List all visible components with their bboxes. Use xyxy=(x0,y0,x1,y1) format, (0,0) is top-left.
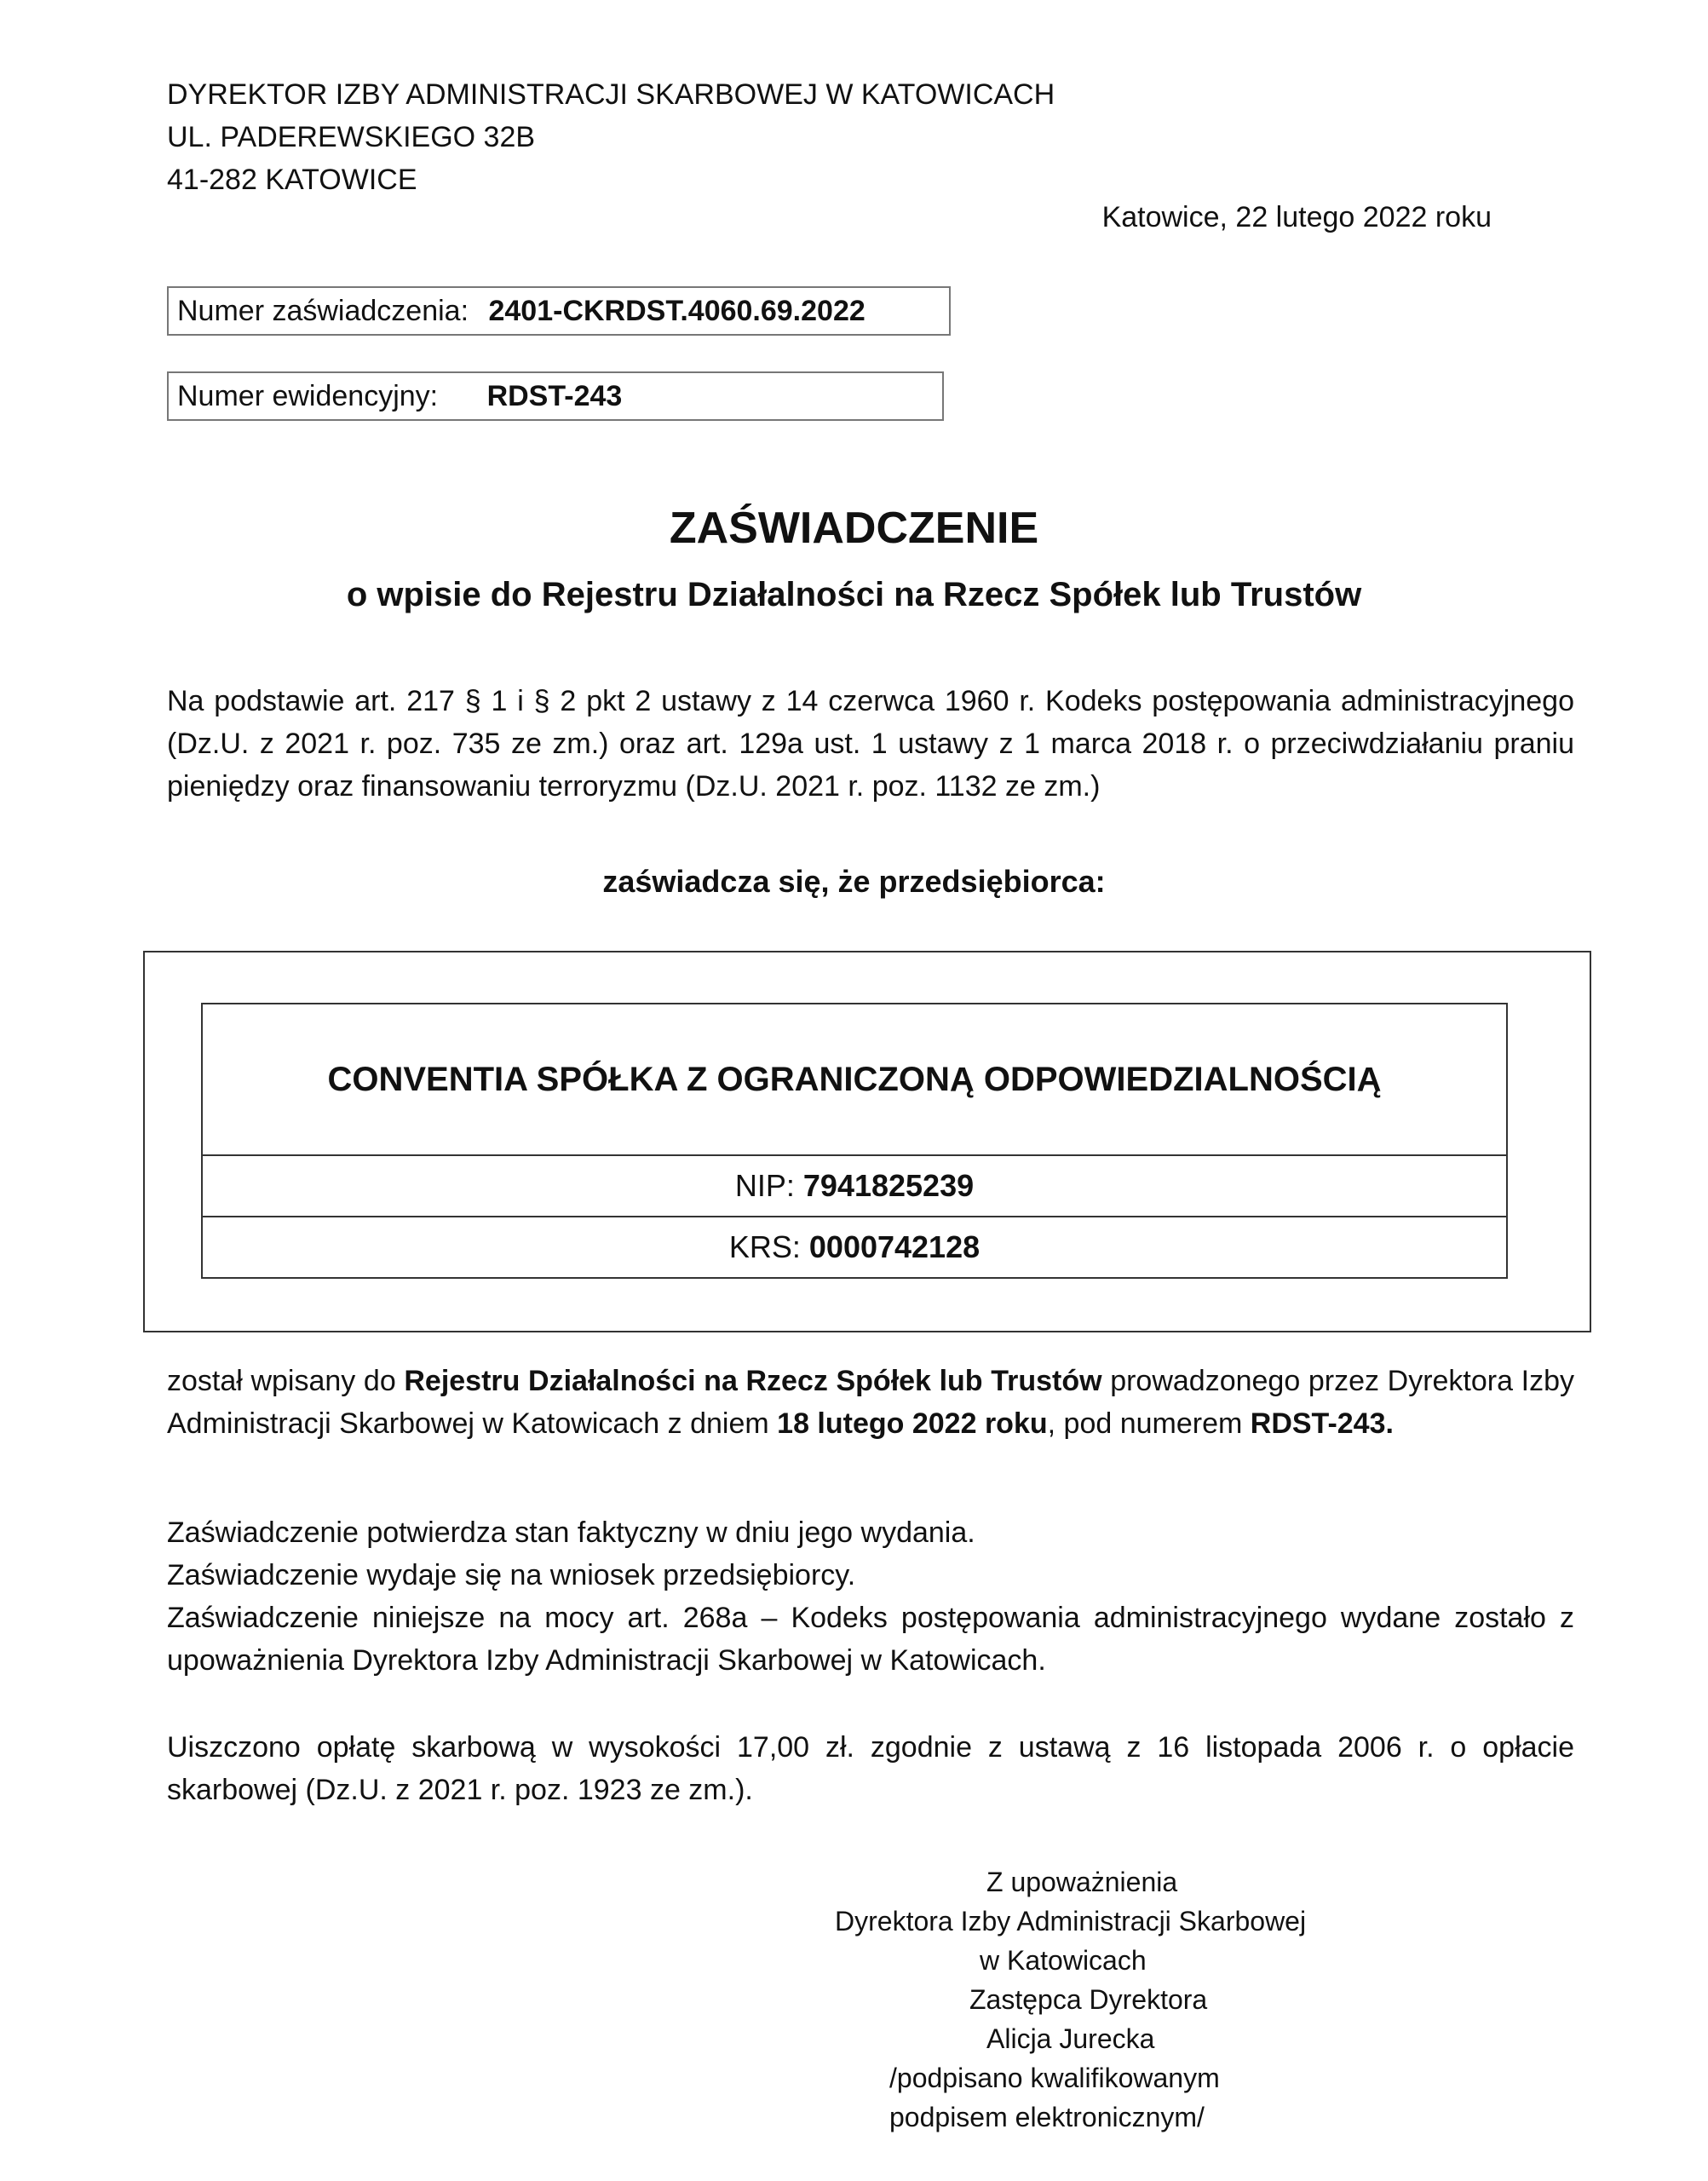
entity-nip-row xyxy=(203,1156,1506,1217)
legal-basis-paragraph xyxy=(167,680,1574,808)
signature-block xyxy=(835,1862,1380,2137)
entry-number: RDST-243. xyxy=(1250,1407,1394,1440)
note-2: Zaświadczenie wydaje się na wniosek przedsiębiorcy. xyxy=(167,1559,856,1591)
issuer-authority: DYREKTOR IZBY ADMINISTRACJI SKARBOWEJ W KATOWICACH xyxy=(167,78,1055,111)
registry-number-value: RDST-243 xyxy=(486,380,623,412)
notes-paragraph xyxy=(167,1511,1574,1682)
document-subtitle: o wpisie do Rejestru Działalności na Rzecz Spółek lub Trustów xyxy=(346,576,1362,613)
certificate-number-label: Numer zaświadczenia: xyxy=(177,295,469,327)
note-3: Zaświadczenie niniejsze na mocy art. 268a – Kodeks postępowania administracyjnego wydane zostało z upoważnienia Dyrektora Izby Administracji Skarbowej w Katowicach. xyxy=(167,1602,1574,1677)
entity-krs-row xyxy=(203,1217,1506,1277)
signature-line-3: w Katowicach xyxy=(980,1945,1147,1976)
signature-line-6: /podpisano kwalifikowanym xyxy=(889,2063,1220,2093)
nip-label: NIP: xyxy=(734,1168,795,1203)
fee-text: Uiszczono opłatę skarbową w wysokości 17,00 zł. zgodnie z ustawą z 16 listopada 2006 r. o opłacie skarbowej (Dz.U. z 2021 r. poz. 1923 ze zm.). xyxy=(167,1731,1574,1806)
signature-line-5: Alicja Jurecka xyxy=(986,2023,1155,2054)
document-title: ZAŚWIADCZENIE xyxy=(669,504,1039,553)
krs-value: 0000742128 xyxy=(808,1229,981,1264)
legal-basis-text: Na podstawie art. 217 § 1 i § 2 pkt 2 ustawy z 14 czerwca 1960 r. Kodeks postępowania administracyjnego (Dz.U. z 2021 r. poz. 735 ze zm.) oraz art. 129a ust. 1 ustawy z 1 marca 2018 r. o przeciwdziałaniu praniu pieniędzy oraz finansowaniu terroryzmu (Dz.U. 2021 r. poz. 1132 ze zm.) xyxy=(167,685,1574,803)
entry-registry-name: Rejestru Działalności na Rzecz Spółek lub Trustów xyxy=(404,1365,1102,1397)
entry-text-1: został wpisany do xyxy=(167,1365,405,1397)
entity-table xyxy=(201,1003,1508,1279)
certificate-number-box xyxy=(167,286,951,336)
krs-label: KRS: xyxy=(728,1229,801,1264)
issuer-city: 41-282 KATOWICE xyxy=(167,164,417,196)
issuer-street: UL. PADEREWSKIEGO 32B xyxy=(167,121,536,153)
registry-number-label: Numer ewidencyjny: xyxy=(177,380,439,412)
nip-value: 7941825239 xyxy=(802,1168,975,1203)
note-1: Zaświadczenie potwierdza stan faktyczny w dniu jego wydania. xyxy=(167,1516,975,1549)
entry-text-2: prowadzonego przez Dyrektora Izby Administracji Skarbowej w Katowicach z dniem xyxy=(167,1365,1575,1440)
entry-text-3: , pod numerem xyxy=(1047,1407,1251,1440)
entity-name: CONVENTIA SPÓŁKA Z OGRANICZONĄ ODPOWIEDZIALNOŚCIĄ xyxy=(203,1004,1506,1156)
signature-line-7: podpisem elektronicznym/ xyxy=(889,2102,1205,2132)
entry-paragraph xyxy=(167,1360,1574,1445)
fee-paragraph xyxy=(167,1726,1574,1811)
certificate-number-value: 2401-CKRDST.4060.69.2022 xyxy=(488,295,866,327)
signature-line-4: Zastępca Dyrektora xyxy=(969,1984,1208,2015)
signature-line-2: Dyrektora Izby Administracji Skarbowej xyxy=(835,1906,1307,1936)
issue-date: Katowice, 22 lutego 2022 roku xyxy=(1101,201,1492,233)
entry-date: 18 lutego 2022 roku xyxy=(777,1407,1048,1440)
registry-number-box xyxy=(167,371,944,421)
certifies-heading: zaświadcza się, że przedsiębiorca: xyxy=(602,864,1106,899)
signature-line-1: Z upoważnienia xyxy=(986,1867,1178,1897)
